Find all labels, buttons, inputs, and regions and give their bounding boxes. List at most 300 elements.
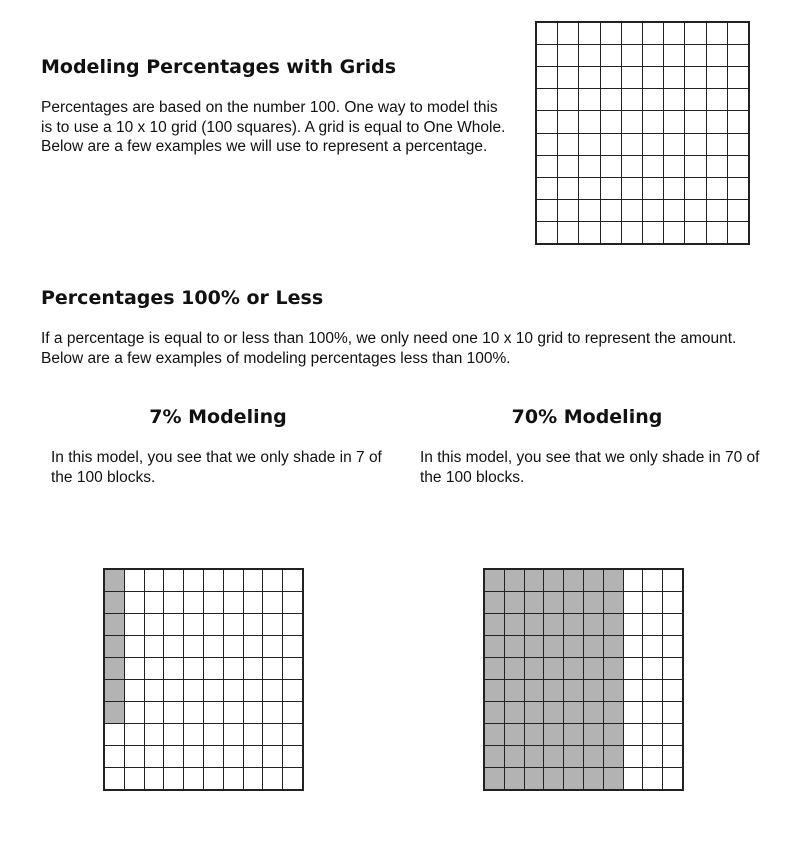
- grid-cell: [643, 45, 663, 66]
- grid-cell: [244, 614, 263, 635]
- grid-cell: [685, 111, 705, 132]
- grid-cell: [283, 680, 302, 701]
- grid-cell: [263, 702, 282, 723]
- grid-cell: [622, 67, 642, 88]
- grid-cell: [663, 724, 682, 745]
- grid-cell: [224, 592, 243, 613]
- grid-cell: [184, 724, 203, 745]
- grid-cell: [707, 111, 727, 132]
- grid-cell-shaded: [485, 636, 504, 657]
- grid-cell: [204, 680, 223, 701]
- grid-cell: [728, 178, 748, 199]
- grid-cell: [224, 680, 243, 701]
- grid-cell-shaded: [544, 746, 563, 767]
- grid-cell: [558, 178, 578, 199]
- grid-cell: [105, 768, 124, 789]
- grid-cell: [663, 570, 682, 591]
- grid-cell: [663, 702, 682, 723]
- grid-cell: [184, 592, 203, 613]
- grid-cell: [707, 222, 727, 243]
- grid-cell: [707, 89, 727, 110]
- grid-cell: [643, 680, 662, 701]
- grid-cell: [685, 156, 705, 177]
- grid-cell: [663, 614, 682, 635]
- grid-cell-shaded: [505, 746, 524, 767]
- grid-cell-shaded: [525, 614, 544, 635]
- grid-cell-shaded: [604, 570, 623, 591]
- grid-cell-shaded: [485, 570, 504, 591]
- grid-cell-shaded: [485, 592, 504, 613]
- grid-cell: [145, 768, 164, 789]
- grid-cell-shaded: [584, 768, 603, 789]
- grid-cell-shaded: [505, 570, 524, 591]
- grid-cell-shaded: [584, 592, 603, 613]
- grid-cell: [537, 156, 557, 177]
- example-70-paragraph: In this model, you see that we only shade in 70 of the 100 blocks.: [420, 449, 760, 486]
- grid-cell: [537, 134, 557, 155]
- grid-cell-shaded: [505, 658, 524, 679]
- grid-cell: [663, 636, 682, 657]
- grid-cell: [204, 614, 223, 635]
- grid-cell: [244, 768, 263, 789]
- grid-cell-shaded: [544, 680, 563, 701]
- grid-cell-shaded: [485, 724, 504, 745]
- grid-cell: [224, 702, 243, 723]
- grid-cell: [728, 89, 748, 110]
- grid-cell: [283, 702, 302, 723]
- grid-cell: [728, 200, 748, 221]
- grid-cell: [664, 23, 684, 44]
- grid-cell-shaded: [525, 746, 544, 767]
- grid-cell: [184, 658, 203, 679]
- grid-cell-shaded: [564, 680, 583, 701]
- grid-cell: [125, 614, 144, 635]
- grid-cell: [643, 134, 663, 155]
- grid-cell: [263, 636, 282, 657]
- grid-70-percent: [483, 568, 684, 791]
- grid-cell: [624, 746, 643, 767]
- grid-cell: [685, 23, 705, 44]
- grid-cell: [164, 768, 183, 789]
- grid-cell: [643, 89, 663, 110]
- grid-cell: [145, 636, 164, 657]
- grid-cell-shaded: [505, 724, 524, 745]
- grid-cell: [624, 614, 643, 635]
- grid-cell: [685, 200, 705, 221]
- grid-cell: [707, 23, 727, 44]
- grid-cell: [601, 111, 621, 132]
- grid-cell: [145, 570, 164, 591]
- grid-cell: [664, 111, 684, 132]
- grid-cell-shaded: [544, 614, 563, 635]
- grid-cell: [601, 23, 621, 44]
- grid-cell-shaded: [544, 702, 563, 723]
- grid-cell-shaded: [584, 746, 603, 767]
- example-70-title: 70% Modeling: [511, 406, 663, 428]
- grid-cell: [283, 592, 302, 613]
- grid-cell-shaded: [505, 680, 524, 701]
- grid-cell-shaded: [505, 592, 524, 613]
- grid-cell: [558, 23, 578, 44]
- grid-cell: [707, 200, 727, 221]
- intro-paragraph: Percentages are based on the number 100. One way to model this is to use a 10 x 10 grid (100 squares). A grid is equal to One Whole. Below are a few examples we will use to represent a percentage.: [41, 99, 506, 155]
- grid-cell: [643, 702, 662, 723]
- grid-cell: [283, 746, 302, 767]
- grid-cell: [125, 768, 144, 789]
- grid-cell: [558, 222, 578, 243]
- grid-cell: [184, 636, 203, 657]
- grid-cell-shaded: [604, 636, 623, 657]
- grid-cell: [125, 658, 144, 679]
- grid-cell: [263, 570, 282, 591]
- grid-cell: [125, 746, 144, 767]
- grid-cell-shaded: [584, 614, 603, 635]
- grid-cell: [558, 45, 578, 66]
- grid-cell: [685, 45, 705, 66]
- grid-cell-shaded: [105, 570, 124, 591]
- grid-cell-shaded: [525, 636, 544, 657]
- example-7-paragraph: In this model, you see that we only shade in 7 of the 100 blocks.: [51, 449, 382, 486]
- grid-cell: [164, 658, 183, 679]
- grid-cell: [643, 23, 663, 44]
- grid-cell: [622, 89, 642, 110]
- grid-cell: [244, 702, 263, 723]
- grid-cell: [204, 592, 223, 613]
- grid-cell-shaded: [564, 768, 583, 789]
- grid-cell-shaded: [604, 768, 623, 789]
- grid-cell: [622, 111, 642, 132]
- grid-cell: [663, 768, 682, 789]
- grid-cell: [707, 156, 727, 177]
- grid-cell-shaded: [525, 768, 544, 789]
- grid-cell: [622, 23, 642, 44]
- grid-cell: [244, 636, 263, 657]
- grid-cell-shaded: [544, 570, 563, 591]
- grid-cell: [664, 156, 684, 177]
- grid-cell-shaded: [584, 658, 603, 679]
- grid-cell: [624, 768, 643, 789]
- grid-cell: [601, 45, 621, 66]
- grid-cell: [664, 222, 684, 243]
- grid-cell: [663, 746, 682, 767]
- grid-cell: [579, 134, 599, 155]
- grid-cell: [537, 200, 557, 221]
- grid-cell: [224, 658, 243, 679]
- grid-cell: [145, 746, 164, 767]
- grid-cell-shaded: [525, 724, 544, 745]
- grid-cell: [224, 614, 243, 635]
- section-paragraph: If a percentage is equal to or less than 100%, we only need one 10 x 10 grid to represent the amount. Below are a few examples of modeling percentages less than 100%.: [41, 330, 737, 367]
- grid-cell: [728, 111, 748, 132]
- grid-cell: [664, 45, 684, 66]
- grid-cell-shaded: [604, 724, 623, 745]
- grid-cell: [184, 702, 203, 723]
- grid-cell: [685, 222, 705, 243]
- grid-cell: [643, 222, 663, 243]
- grid-cell: [224, 636, 243, 657]
- grid-cell: [164, 614, 183, 635]
- grid-cell: [283, 658, 302, 679]
- grid-cell: [579, 178, 599, 199]
- grid-cell: [579, 111, 599, 132]
- grid-cell: [244, 680, 263, 701]
- grid-cell: [283, 614, 302, 635]
- grid-cell: [643, 636, 662, 657]
- grid-cell: [624, 658, 643, 679]
- grid-cell: [224, 570, 243, 591]
- grid-cell: [643, 67, 663, 88]
- grid-cell-shaded: [485, 746, 504, 767]
- grid-cell: [643, 111, 663, 132]
- grid-cell-shaded: [525, 702, 544, 723]
- grid-cell: [579, 23, 599, 44]
- grid-cell-shaded: [544, 636, 563, 657]
- grid-cell-shaded: [105, 702, 124, 723]
- grid-cell-shaded: [485, 680, 504, 701]
- grid-cell: [624, 680, 643, 701]
- grid-cell: [643, 592, 662, 613]
- grid-cell-shaded: [485, 614, 504, 635]
- grid-cell: [537, 67, 557, 88]
- grid-cell: [685, 178, 705, 199]
- grid-cell: [125, 724, 144, 745]
- grid-cell: [283, 636, 302, 657]
- grid-cell-shaded: [544, 592, 563, 613]
- grid-cell: [643, 614, 662, 635]
- whole-grid: [535, 21, 750, 245]
- grid-cell-shaded: [564, 592, 583, 613]
- grid-cell: [283, 724, 302, 745]
- grid-cell: [601, 156, 621, 177]
- grid-cell: [263, 724, 282, 745]
- grid-cell: [601, 67, 621, 88]
- grid-cell: [685, 67, 705, 88]
- grid-cell-shaded: [525, 570, 544, 591]
- grid-cell: [184, 746, 203, 767]
- grid-cell: [728, 23, 748, 44]
- grid-cell-shaded: [485, 658, 504, 679]
- grid-cell-shaded: [485, 768, 504, 789]
- grid-cell: [204, 658, 223, 679]
- grid-cell-shaded: [604, 614, 623, 635]
- grid-cell: [244, 658, 263, 679]
- grid-cell: [601, 200, 621, 221]
- grid-cell: [624, 724, 643, 745]
- grid-cell: [145, 702, 164, 723]
- grid-cell: [244, 592, 263, 613]
- grid-cell-shaded: [544, 768, 563, 789]
- grid-cell-shaded: [604, 702, 623, 723]
- grid-cell: [537, 222, 557, 243]
- grid-cell: [224, 768, 243, 789]
- grid-cell: [537, 89, 557, 110]
- grid-cell: [558, 67, 578, 88]
- grid-cell: [579, 156, 599, 177]
- grid-cell: [558, 89, 578, 110]
- grid-cell: [707, 134, 727, 155]
- grid-cell: [283, 570, 302, 591]
- grid-cell-shaded: [525, 592, 544, 613]
- section-title: Percentages 100% or Less: [41, 287, 324, 309]
- grid-cell: [145, 680, 164, 701]
- grid-cell: [601, 222, 621, 243]
- grid-cell: [601, 89, 621, 110]
- grid-cell-shaded: [564, 570, 583, 591]
- grid-cell: [707, 45, 727, 66]
- grid-cell-shaded: [584, 680, 603, 701]
- grid-cell: [643, 768, 662, 789]
- grid-cell: [263, 592, 282, 613]
- grid-cell: [145, 592, 164, 613]
- grid-cell: [558, 200, 578, 221]
- grid-cell: [164, 724, 183, 745]
- grid-cell: [125, 702, 144, 723]
- grid-cell: [125, 570, 144, 591]
- grid-cell: [643, 156, 663, 177]
- grid-cell: [664, 200, 684, 221]
- grid-cell: [145, 658, 164, 679]
- grid-cell-shaded: [604, 658, 623, 679]
- grid-cell: [558, 156, 578, 177]
- grid-cell: [164, 702, 183, 723]
- grid-cell: [685, 89, 705, 110]
- grid-cell: [579, 67, 599, 88]
- grid-cell-shaded: [564, 746, 583, 767]
- grid-cell: [643, 746, 662, 767]
- grid-cell-shaded: [584, 570, 603, 591]
- grid-cell: [224, 724, 243, 745]
- grid-cell: [145, 614, 164, 635]
- grid-cell: [622, 134, 642, 155]
- grid-cell: [164, 636, 183, 657]
- grid-cell: [728, 67, 748, 88]
- grid-cell-shaded: [544, 724, 563, 745]
- grid-cell: [184, 768, 203, 789]
- grid-cell: [105, 746, 124, 767]
- grid-cell-shaded: [584, 724, 603, 745]
- grid-cell-shaded: [564, 636, 583, 657]
- grid-cell: [164, 570, 183, 591]
- grid-cell: [204, 724, 223, 745]
- grid-cell: [125, 592, 144, 613]
- grid-cell: [579, 45, 599, 66]
- grid-cell: [601, 178, 621, 199]
- grid-cell: [664, 67, 684, 88]
- grid-cell: [164, 680, 183, 701]
- grid-cell: [624, 570, 643, 591]
- grid-cell: [184, 570, 203, 591]
- grid-cell: [244, 724, 263, 745]
- grid-cell-shaded: [584, 636, 603, 657]
- grid-cell-shaded: [564, 614, 583, 635]
- grid-cell: [643, 178, 663, 199]
- grid-cell: [622, 45, 642, 66]
- grid-cell: [663, 592, 682, 613]
- grid-cell: [283, 768, 302, 789]
- grid-cell: [643, 570, 662, 591]
- grid-cell-shaded: [564, 724, 583, 745]
- grid-cell-shaded: [105, 680, 124, 701]
- grid-cell-shaded: [564, 702, 583, 723]
- grid-cell: [125, 636, 144, 657]
- grid-cell: [622, 178, 642, 199]
- grid-cell: [263, 658, 282, 679]
- grid-cell: [579, 200, 599, 221]
- grid-cell: [537, 45, 557, 66]
- grid-cell: [164, 746, 183, 767]
- grid-cell: [728, 134, 748, 155]
- grid-cell: [145, 724, 164, 745]
- grid-cell: [204, 746, 223, 767]
- grid-cell: [622, 200, 642, 221]
- grid-cell-shaded: [105, 636, 124, 657]
- grid-cell-shaded: [544, 658, 563, 679]
- grid-cell: [664, 178, 684, 199]
- grid-cell: [558, 134, 578, 155]
- grid-cell: [664, 89, 684, 110]
- grid-cell: [224, 746, 243, 767]
- grid-cell: [105, 724, 124, 745]
- grid-cell: [643, 724, 662, 745]
- grid-cell-shaded: [505, 614, 524, 635]
- grid-cell: [707, 67, 727, 88]
- grid-cell: [125, 680, 144, 701]
- grid-cell-shaded: [604, 746, 623, 767]
- grid-cell-shaded: [525, 680, 544, 701]
- grid-cell: [685, 134, 705, 155]
- grid-cell: [263, 680, 282, 701]
- grid-cell: [263, 768, 282, 789]
- grid-cell: [537, 178, 557, 199]
- grid-cell: [184, 614, 203, 635]
- grid-cell: [204, 702, 223, 723]
- grid-cell: [579, 89, 599, 110]
- grid-cell: [263, 746, 282, 767]
- grid-cell: [624, 702, 643, 723]
- grid-cell: [643, 200, 663, 221]
- grid-cell-shaded: [525, 658, 544, 679]
- grid-7-percent: [103, 568, 304, 791]
- grid-cell: [728, 222, 748, 243]
- grid-cell: [558, 111, 578, 132]
- grid-cell-shaded: [564, 658, 583, 679]
- grid-cell: [579, 222, 599, 243]
- grid-cell: [624, 592, 643, 613]
- grid-cell: [263, 614, 282, 635]
- grid-cell-shaded: [505, 636, 524, 657]
- grid-cell: [728, 156, 748, 177]
- grid-cell: [537, 23, 557, 44]
- grid-cell: [622, 156, 642, 177]
- grid-cell-shaded: [505, 702, 524, 723]
- grid-cell: [204, 636, 223, 657]
- grid-cell-shaded: [485, 702, 504, 723]
- grid-cell-shaded: [105, 658, 124, 679]
- page-title: Modeling Percentages with Grids: [41, 56, 397, 78]
- grid-cell: [663, 658, 682, 679]
- grid-cell: [728, 45, 748, 66]
- grid-cell: [624, 636, 643, 657]
- grid-cell-shaded: [584, 702, 603, 723]
- grid-cell-shaded: [505, 768, 524, 789]
- grid-cell: [707, 178, 727, 199]
- grid-cell-shaded: [105, 592, 124, 613]
- grid-cell-shaded: [604, 592, 623, 613]
- grid-cell: [244, 746, 263, 767]
- grid-cell: [164, 592, 183, 613]
- grid-cell: [204, 570, 223, 591]
- grid-cell: [601, 134, 621, 155]
